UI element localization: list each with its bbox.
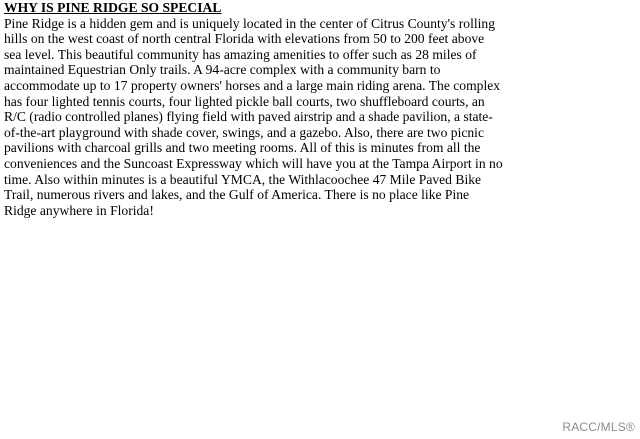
document <box>4 0 504 218</box>
document-body: Pine Ridge is a hidden gem and is uniquely located in the center of Citrus County's rolling hills on the west coast of north central Florida with elevations from 50 to 200 feet above sea level. This beautiful community has amazing amenities to offer such as 28 miles of maintained Equestrian Only trails. A 94-acre complex with a community barn to accommodate up to 17 property owners' horses and a large main riding arena. The complex has four lighted tennis courts, four lighted pickle ball courts, two shuffleboard courts, an R/C (radio controlled planes) flying field with paved airstrip and a shade pavilion, a state-of-the-art playground with shade cover, swings, and a gazebo. Also, there are two picnic pavilions with charcoal grills and two meeting rooms. All of this is minutes from all the conveniences and the Suncoast Expressway which will have you at the Tampa Airport in no time. Also within minutes is a beautiful YMCA, the Withlacoochee 47 Mile Paved Bike Trail, numerous rivers and lakes, and the Gulf of America. There is no place like Pine Ridge anywhere in Florida! <box>4 15 503 218</box>
document-heading: WHY IS PINE RIDGE SO SPECIAL <box>4 0 222 15</box>
mls-watermark: RACC/MLS® <box>562 420 635 434</box>
